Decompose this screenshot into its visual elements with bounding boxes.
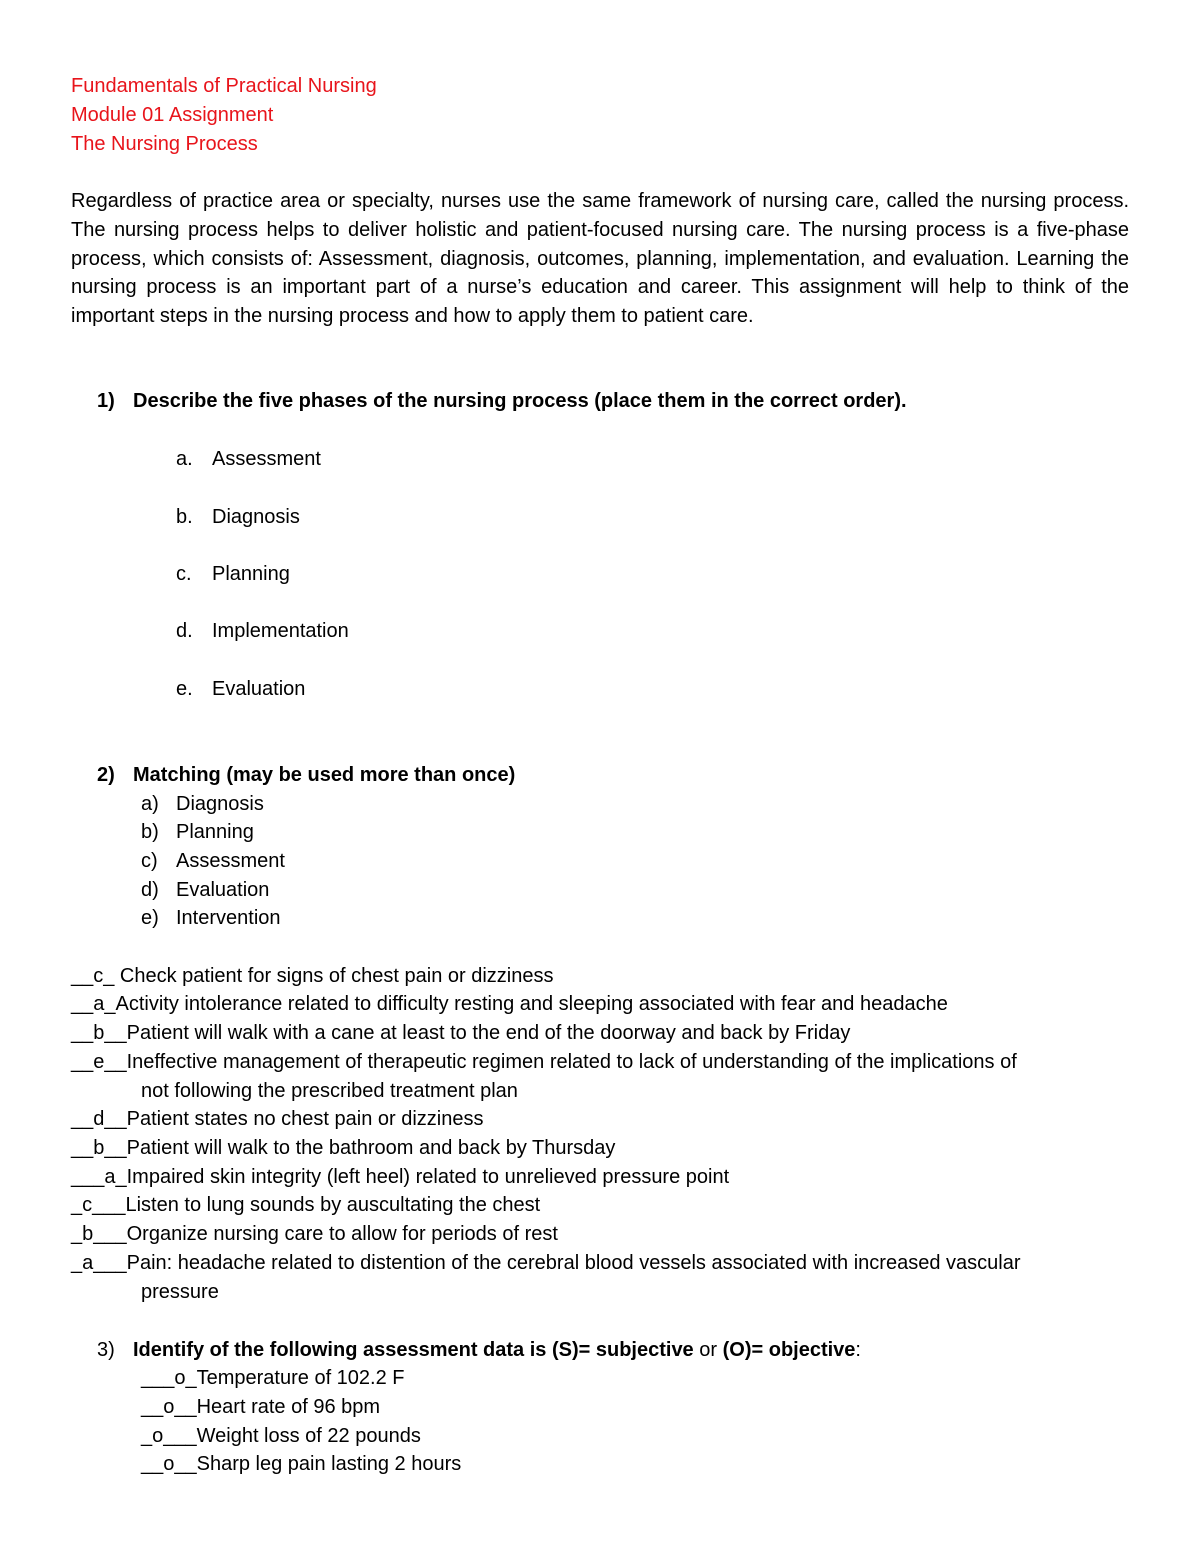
- q1-item-letter: e.: [176, 678, 193, 700]
- q1-number: 1): [97, 390, 115, 412]
- q1-prompt: Describe the five phases of the nursing process (place them in the correct order).: [133, 390, 907, 412]
- q2-answer-line: __b__Patient will walk to the bathroom and back by Thursday: [71, 1137, 616, 1159]
- q2-option-text: Diagnosis: [176, 793, 264, 815]
- q1-item-text: Evaluation: [212, 678, 306, 700]
- q2-option-letter: c): [141, 850, 158, 872]
- q1-item-letter: c.: [176, 563, 192, 585]
- q2-answer-continuation: pressure: [141, 1281, 219, 1303]
- q3-number: 3): [97, 1339, 115, 1361]
- q2-option-letter: a): [141, 793, 159, 815]
- course-title: Fundamentals of Practical Nursing: [71, 75, 377, 97]
- q2-option-letter: b): [141, 821, 159, 843]
- q2-answer-line: _b___Organize nursing care to allow for periods of rest: [71, 1223, 558, 1245]
- q1-item-letter: a.: [176, 448, 193, 470]
- q3-answer-line: _o___Weight loss of 22 pounds: [141, 1425, 421, 1447]
- q2-answer-line: ___a_Impaired skin integrity (left heel) related to unrelieved pressure point: [71, 1166, 730, 1188]
- q3-answer-line: __o__Sharp leg pain lasting 2 hours: [141, 1453, 462, 1475]
- q1-item-text: Implementation: [212, 620, 349, 642]
- q2-option-text: Evaluation: [176, 879, 270, 901]
- assignment-title: The Nursing Process: [71, 133, 258, 155]
- q1-item-letter: d.: [176, 620, 193, 642]
- q2-answer-line: _c___Listen to lung sounds by auscultating the chest: [71, 1194, 541, 1216]
- q2-number: 2): [97, 764, 115, 786]
- q1-item-text: Diagnosis: [212, 506, 300, 528]
- q1-item-letter: b.: [176, 506, 193, 528]
- q3-prompt-part: (O)= objective: [722, 1339, 856, 1361]
- intro-paragraph: Regardless of practice area or specialty, nurses use the same framework of nursing care, called the nursing process. The nursing process helps to deliver holistic and patient-focused nursing care. The nursing process is a five-phase process, which consists of: Assessment, diagnosis, outcomes, planning, implementation, and evaluation. Learning the nursing process is an important part of a nurse’s education and career. This assignment will help to think of the important steps in the nursing process and how to apply them to patient care.: [71, 190, 1129, 328]
- q1-item-text: Planning: [212, 563, 290, 585]
- q2-answer-continuation: not following the prescribed treatment plan: [141, 1080, 518, 1102]
- q2-option-text: Intervention: [176, 907, 281, 929]
- q3-prompt-part: Identify of the following assessment data is (S)= subjective: [133, 1339, 694, 1361]
- q3-prompt-or: or: [699, 1339, 718, 1361]
- q3-prompt-colon: :: [855, 1339, 861, 1361]
- q2-option-text: Planning: [176, 821, 254, 843]
- q2-option-letter: d): [141, 879, 159, 901]
- q2-option-text: Assessment: [176, 850, 285, 872]
- q2-option-letter: e): [141, 907, 159, 929]
- q3-answer-line: ___o_Temperature of 102.2 F: [141, 1367, 405, 1389]
- q2-prompt: Matching (may be used more than once): [133, 764, 516, 786]
- q2-answer-line: _a___Pain: headache related to distention of the cerebral blood vessels associated with increased vascular: [71, 1252, 1021, 1274]
- q2-answer-line: __c_ Check patient for signs of chest pain or dizziness: [71, 965, 554, 987]
- q3-answer-line: __o__Heart rate of 96 bpm: [141, 1396, 381, 1418]
- q3-prompt: [133, 1336, 861, 1364]
- q2-answer-line: __d__Patient states no chest pain or dizziness: [71, 1108, 484, 1130]
- q2-answer-line: __b__Patient will walk with a cane at least to the end of the doorway and back by Friday: [71, 1022, 851, 1044]
- q2-answer-line: __a_Activity intolerance related to difficulty resting and sleeping associated with fear and headache: [71, 993, 948, 1015]
- q2-answer-line: __e__Ineffective management of therapeutic regimen related to lack of understanding of the implications of: [71, 1051, 1017, 1073]
- q1-item-text: Assessment: [212, 448, 321, 470]
- module-title: Module 01 Assignment: [71, 104, 274, 126]
